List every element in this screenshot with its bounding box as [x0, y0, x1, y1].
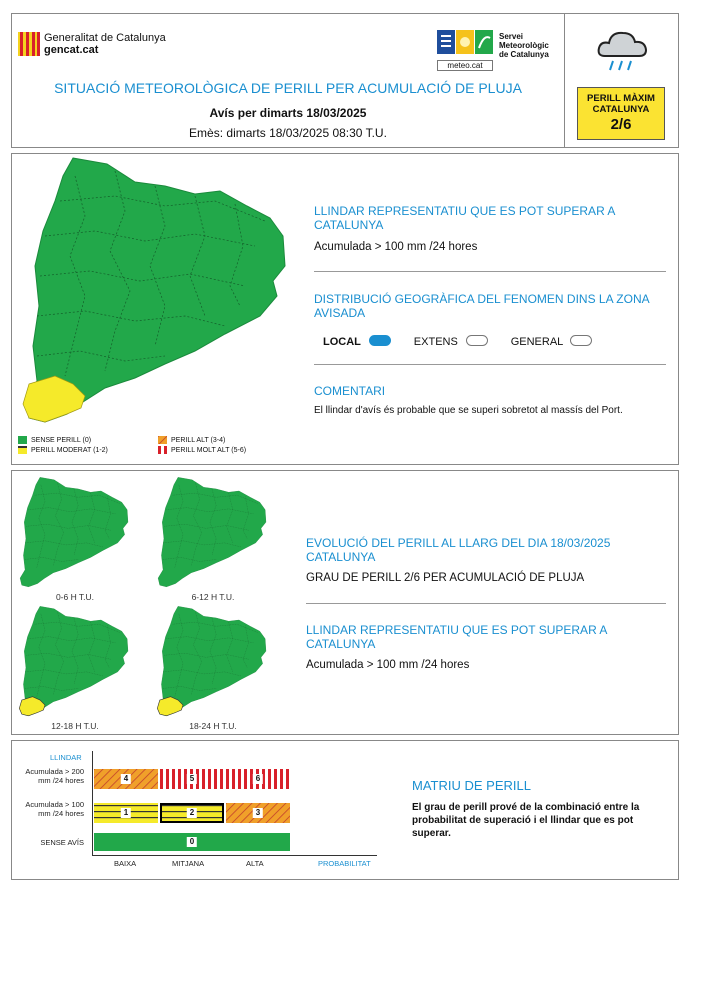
legend-high-label: PERILL ALT (3-4) [171, 437, 226, 444]
meteocat-logo-icon [437, 30, 493, 54]
evolution-label-12-18: 12-18 H T.U. [51, 721, 99, 731]
comment-title: COMENTARI [314, 384, 386, 398]
smc-line-2: Meteorològic [499, 41, 549, 50]
gov-site: gencat.cat [44, 44, 99, 56]
matrix-cell-0-num: 0 [187, 837, 197, 847]
meteocat-text: meteo.cat [437, 60, 493, 71]
evolution-label-18-24: 18-24 H T.U. [189, 721, 237, 731]
threshold-value: Acumulada > 100 mm /24 hores [314, 241, 478, 253]
matrix-title: MATRIU DE PERILL [412, 778, 531, 793]
evolution-title: EVOLUCIÓ DEL PERILL AL LLARG DEL DIA 18/03/2025 CATALUNYA [306, 536, 611, 564]
evolution-map-6-12 [154, 475, 268, 590]
distribution-options [323, 332, 663, 350]
evolution-panel [11, 470, 679, 735]
generalitat-name [44, 32, 166, 56]
matrix-cell-0 [94, 833, 290, 851]
evolution-map-18-24 [154, 604, 268, 719]
matrix-x-axis [92, 855, 377, 856]
matrix-cell-2-num: 2 [187, 808, 197, 818]
matrix-text: El grau de perill prové de la combinació entre la probabilitat de superació i el llindar que es pot superar. [412, 802, 640, 839]
matrix-row-200: Acumulada > 200 mm /24 hores [25, 767, 84, 785]
matrix-row-none: SENSE AVÍS [40, 838, 84, 847]
evolution-label-6-12: 6-12 H T.U. [191, 592, 235, 602]
matrix-cell-5-num: 5 [187, 774, 197, 784]
max-danger-badge [577, 87, 665, 140]
matrix-row-100: Acumulada > 100 mm /24 hores [25, 800, 84, 818]
evolution-map-0-6 [16, 475, 130, 590]
evolution-threshold-value: Acumulada > 100 mm /24 hores [306, 659, 470, 671]
matrix-cell-6-num: 6 [253, 774, 263, 784]
dist-local-toggle[interactable] [369, 335, 391, 346]
matrix-panel [11, 740, 679, 880]
gov-name: Generalitat de Catalunya [44, 32, 166, 44]
generalitat-logo-icon [18, 32, 40, 56]
issued-time: Emès: dimarts 18/03/2025 08:30 T.U. [189, 126, 387, 140]
distribution-title: DISTRIBUCIÓ GEOGRÀFICA DEL FENOMEN DINS LA ZONA AVISADA [314, 292, 649, 320]
matrix-prob-label: PROBABILITAT [318, 859, 371, 868]
evolution-degree: GRAU DE PERILL 2/6 PER ACUMULACIÓ DE PLUJA [306, 572, 585, 584]
matrix-cell-1-num: 1 [121, 808, 131, 818]
header-panel [11, 13, 679, 148]
warning-date: Avís per dimarts 18/03/2025 [209, 106, 367, 120]
legend-none [18, 436, 91, 445]
map-legend [18, 436, 308, 458]
legend-very-high [158, 446, 246, 455]
max-danger-value: 2/6 [610, 116, 632, 133]
legend-very-high-label: PERILL MOLT ALT (5-6) [171, 447, 247, 454]
dist-extens-toggle[interactable] [466, 335, 488, 346]
smc-line-1: Servei [499, 32, 524, 41]
dist-extens-label: EXTENS [413, 336, 458, 348]
matrix-cell-3-num: 3 [253, 808, 263, 818]
dist-local-label: LOCAL [323, 336, 361, 348]
max-danger-label-2: CATALUNYA [592, 104, 650, 115]
catalonia-map [15, 156, 290, 426]
legend-none-label: SENSE PERILL (0) [31, 437, 92, 444]
threshold-title: LLINDAR REPRESENTATIU QUE ES POT SUPERAR A CATALUNYA [314, 204, 615, 232]
dist-general-label: GENERAL [510, 336, 564, 348]
matrix-col-alta: ALTA [246, 859, 264, 868]
summary-panel [11, 153, 679, 465]
dist-general-toggle[interactable] [570, 335, 592, 346]
matrix-llindar-label: LLINDAR [50, 753, 82, 762]
evolution-label-0-6: 0-6 H T.U. [55, 592, 95, 602]
legend-high [158, 436, 225, 445]
matrix-col-mitjana: MITJANA [172, 859, 205, 868]
smc-line-3: de Catalunya [499, 50, 549, 59]
max-danger-label-1: PERILL MÀXIM [587, 93, 655, 104]
meteocat-logo [437, 30, 493, 70]
smc-name [499, 32, 549, 59]
comment-text: El llindar d'avís és probable que se superi sobretot al massís del Port. [314, 405, 623, 416]
evolution-threshold-title: LLINDAR REPRESENTATIU QUE ES POT SUPERAR A CATALUNYA [306, 623, 607, 651]
matrix-col-baixa: BAIXA [114, 859, 137, 868]
legend-moderate [18, 446, 108, 455]
page-title: SITUACIÓ METEOROLÒGICA DE PERILL PER ACUMULACIÓ DE PLUJA [54, 80, 522, 96]
matrix-cell-4-num: 4 [121, 774, 131, 784]
legend-moderate-label: PERILL MODERAT (1-2) [31, 447, 108, 454]
matrix-y-axis [92, 751, 93, 855]
rain-cloud-icon [595, 26, 649, 74]
evolution-map-12-18 [16, 604, 130, 719]
